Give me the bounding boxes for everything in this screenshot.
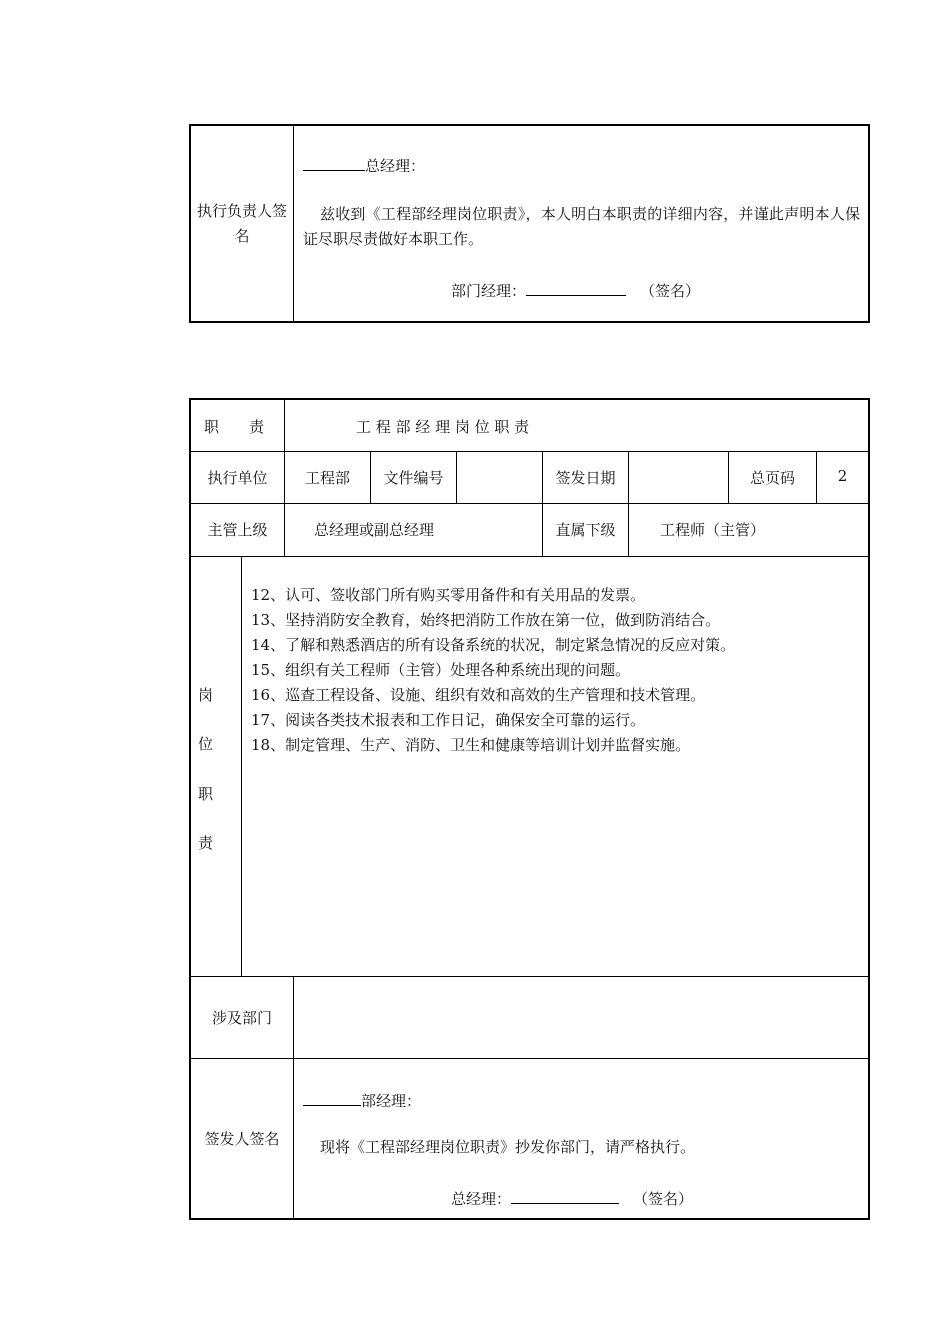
subordinate-label: 直属下级 [555, 521, 616, 539]
blank-underline [303, 1089, 361, 1106]
signature-blank [526, 279, 626, 296]
issuer-text: 现将《工程部经理岗位职责》抄发你部门，请严格执行。 [320, 1138, 696, 1156]
row-divider [190, 451, 869, 452]
related-departments-label: 涉及部门 [211, 1008, 272, 1027]
duties-label-char: 位 [198, 735, 214, 753]
title-label: 职 责 [204, 418, 265, 436]
signature-blank [511, 1187, 619, 1204]
duty-item: 13、坚持消防安全教育，始终把消防工作放在第一位，做到防消结合。 [251, 611, 721, 629]
unit-label: 执行单位 [207, 468, 268, 487]
subordinate-value: 工程师（主管） [660, 521, 766, 539]
row-divider [190, 556, 869, 557]
row-divider [190, 976, 869, 977]
col-divider [241, 557, 242, 976]
issuer-addressee-line: 部经理： [303, 1089, 421, 1111]
document-number-label: 文件编号 [383, 468, 444, 487]
department-manager-sign-line: 部门经理： （签名） [451, 279, 700, 301]
unit-value: 工程部 [304, 468, 350, 487]
issuer-signature-label: 签发人签名 [204, 1129, 280, 1148]
blank-underline [303, 154, 365, 171]
general-manager-sign-line: 总经理： （签名） [451, 1187, 693, 1209]
document-number-value [457, 453, 542, 503]
duty-item: 14、了解和熟悉酒店的所有设备系统的状况，制定紧急情况的反应对策。 [251, 636, 736, 654]
row-divider [190, 1058, 869, 1059]
total-pages-label: 总页码 [749, 468, 795, 487]
total-pages-value: 2 [837, 466, 848, 485]
superior-value: 总经理或副总经理 [314, 521, 435, 539]
col-divider [293, 977, 294, 1219]
acknowledgement-text: 兹收到《工程部经理岗位职责》，本人明白本职责的详细内容，并谨此声明本人保证尽职尽责做好本职工作。 [303, 205, 860, 248]
duty-item: 16、巡查工程设备、设施、组织有效和高效的生产管理和技术管理。 [251, 686, 706, 704]
row-divider [190, 503, 869, 504]
duty-item: 12、认可、签收部门所有购买零用备件和有关用品的发票。 [251, 586, 646, 604]
duty-item: 15、组织有关工程师（主管）处理各种系统出现的问题。 [251, 661, 631, 679]
document-title: 工 程 部 经 理 岗 位 职 责 [356, 418, 530, 436]
signature-table-divider [293, 125, 294, 322]
duty-item: 17、阅读各类技术报表和工作日记，确保安全可靠的运行。 [251, 711, 646, 729]
addressee-line: 总经理： [303, 154, 425, 176]
duties-label-char: 岗 [198, 686, 214, 704]
duties-label-char: 职 [198, 785, 214, 803]
superior-label: 主管上级 [207, 521, 268, 539]
executor-signature-label: 执行负责人签名 [197, 201, 288, 245]
issue-date-label: 签发日期 [555, 468, 616, 487]
issue-date-value [629, 453, 728, 503]
duty-item: 18、制定管理、生产、消防、卫生和健康等培训计划并监督实施。 [251, 736, 691, 754]
duties-label-char: 责 [198, 834, 214, 852]
